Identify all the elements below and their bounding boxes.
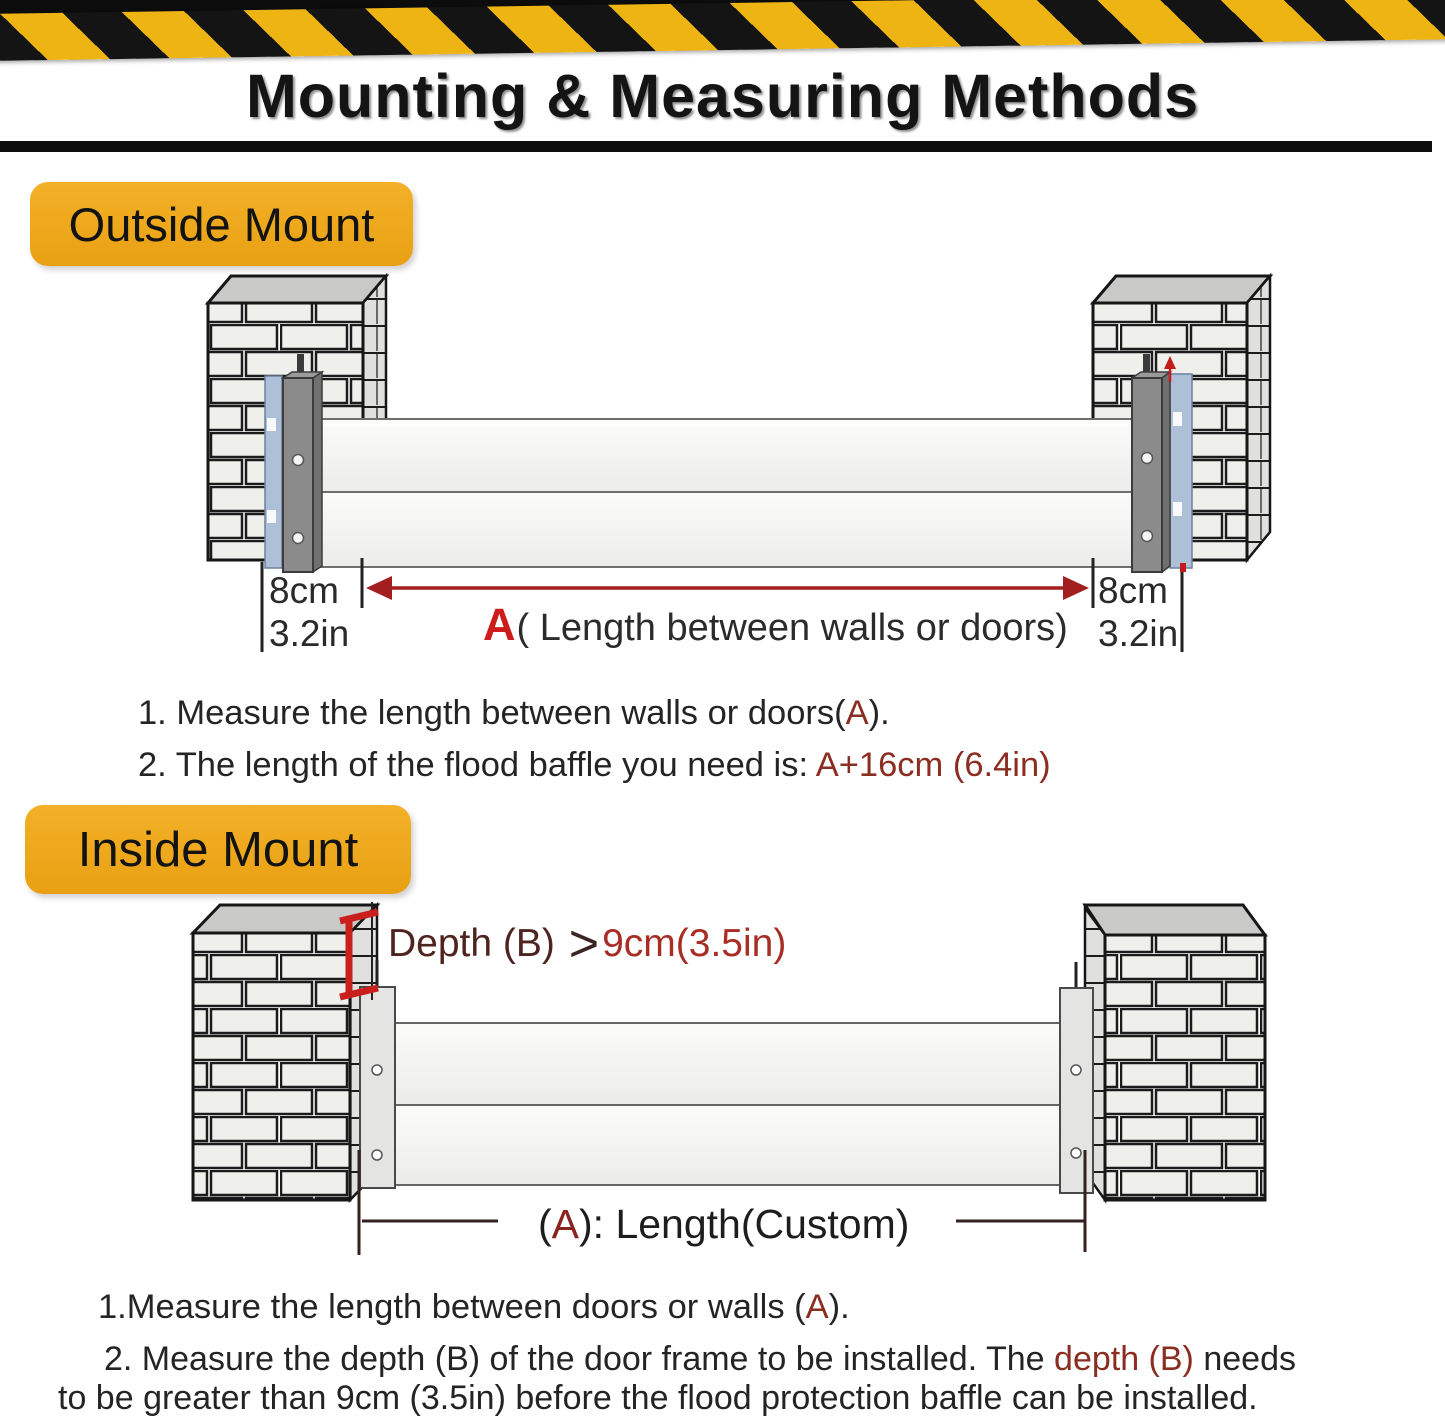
outside-step-1-post: ). xyxy=(868,694,890,732)
inside-step-2-text: 2. Measure the depth (B) of the door frame to be installed. The xyxy=(104,1340,1055,1378)
outside-step-1 xyxy=(138,694,890,733)
span-length-A: A xyxy=(483,599,516,650)
depth-label-text: Depth (B) xyxy=(388,922,566,965)
outside-step-2 xyxy=(138,746,1051,785)
inside-step-2-continued: to be greater than 9cm (3.5in) before the flood protection baffle can be installed. xyxy=(58,1379,1258,1417)
page-title: Mounting & Measuring Methods xyxy=(245,62,1200,130)
custom-length-label xyxy=(538,1201,909,1248)
left-channel-bracket xyxy=(283,354,322,572)
depth-value: 9cm(3.5in) xyxy=(602,922,787,965)
right-seal-strip xyxy=(1170,374,1192,568)
left-offset-dimension xyxy=(269,569,349,655)
inside-step-2-em: depth (B) xyxy=(1054,1340,1194,1378)
inside-step-1 xyxy=(98,1288,850,1327)
left-offset-cm: 8cm xyxy=(269,570,339,611)
span-length-text: ( Length between walls or doors) xyxy=(516,607,1068,649)
outside-step-2-em: A+16cm (6.4in) xyxy=(815,746,1051,784)
inside-step-2-post: needs xyxy=(1193,1340,1296,1378)
inside-right-pillar xyxy=(1085,905,1265,1200)
depth-requirement-label xyxy=(388,914,786,974)
header-divider-bar xyxy=(0,141,1432,152)
outside-step-2-text: 2. The length of the flood baffle you need is: xyxy=(138,746,816,784)
outside-mount-badge: Outside Mount xyxy=(30,182,413,266)
left-offset-inch: 3.2in xyxy=(269,613,350,654)
left-seal-strip xyxy=(265,376,282,568)
outside-step-1-text: 1. Measure the length between walls or doors( xyxy=(138,694,846,732)
length-label-A: A xyxy=(551,1201,580,1247)
inside-step-2 xyxy=(104,1340,1296,1379)
inside-step-1-text: 1.Measure the length between doors or walls ( xyxy=(98,1288,806,1326)
inside-step-1-em: A xyxy=(805,1288,829,1326)
length-label-text: ): Length(Custom) xyxy=(579,1201,910,1247)
right-offset-inch: 3.2in xyxy=(1098,613,1179,654)
flood-barrier-panels xyxy=(313,419,1133,567)
span-arrow xyxy=(366,563,1186,600)
inside-mount-badge: Inside Mount xyxy=(25,805,411,894)
span-length-label xyxy=(483,599,1068,651)
length-label-open: ( xyxy=(538,1201,552,1247)
right-offset-cm: 8cm xyxy=(1098,570,1168,611)
greater-than-sign: > xyxy=(568,915,600,973)
inside-barrier-panels xyxy=(395,1023,1060,1185)
right-offset-dimension xyxy=(1098,569,1178,655)
right-channel-bracket xyxy=(1132,354,1176,572)
outside-step-1-em: A xyxy=(845,694,869,732)
inside-right-plate xyxy=(1060,962,1093,1193)
inside-step-1-post: ). xyxy=(828,1288,850,1326)
